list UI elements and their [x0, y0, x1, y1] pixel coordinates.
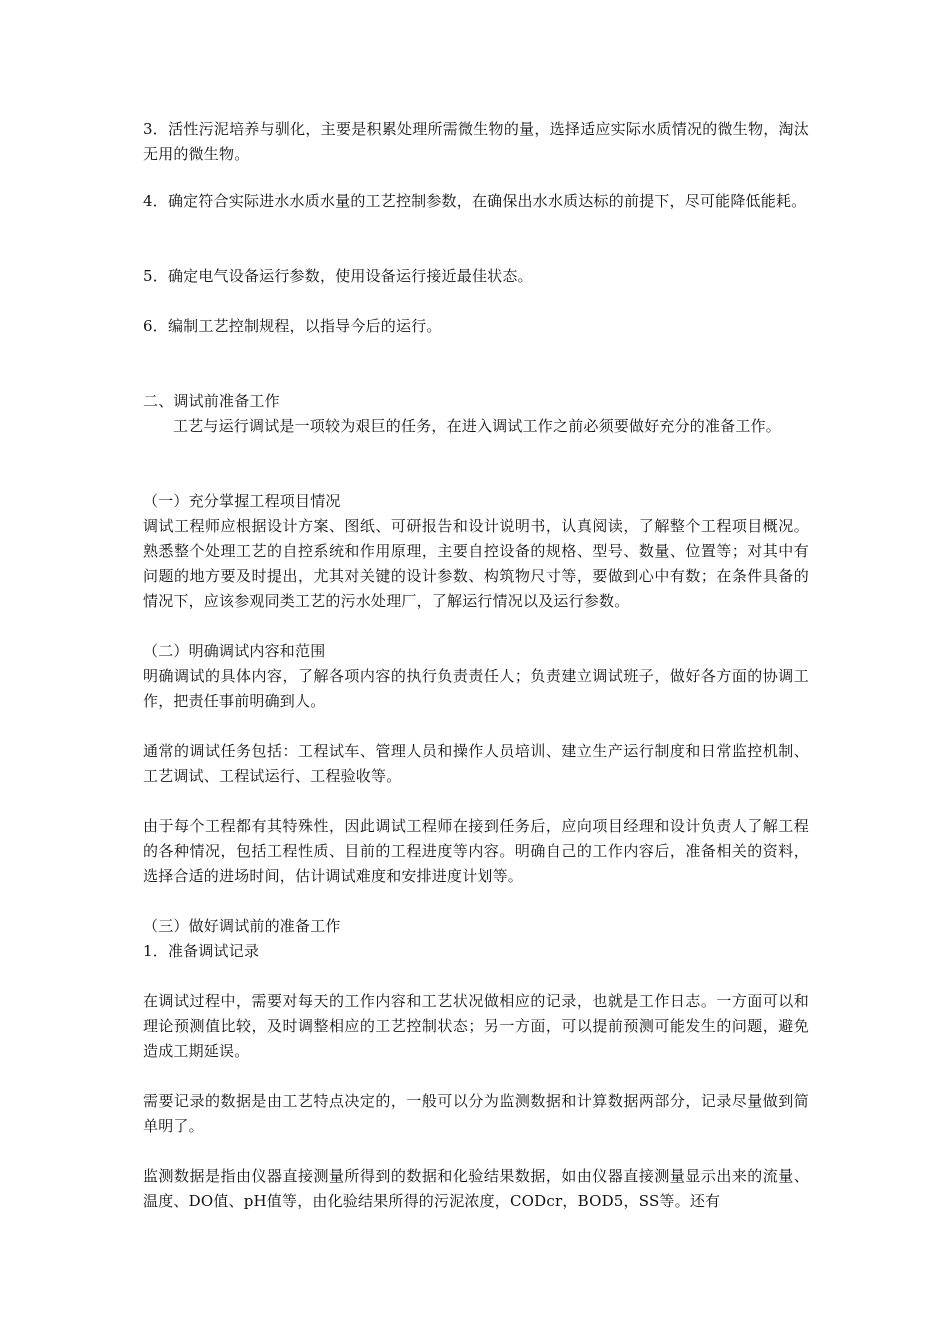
- subheading-1: （一）充分掌握工程项目情况: [143, 492, 341, 510]
- paragraph-project-particularity: 由于每个工程都有其特殊性，因此调试工程师在接到任务后，应向项目经理和设计负责人了解工程的各种情况，包括工程性质、目前的工程进度等内容。明确自己的工作内容后，准备相关的资料，选择合适的进场时间，估计调试难度和安排进度计划等。: [143, 817, 809, 885]
- paragraph-project-info: 调试工程师应根据设计方案、图纸、可研报告和设计说明书，认真阅读，了解整个工程项目概况。熟悉整个处理工艺的自控系统和作用原理，主要自控设备的规格、型号、数量、位置等；对其中有问题的地方要及时提出，尤其对关键的设计参数、构筑物尺寸等，要做到心中有数；在条件具备的情况下，应该参观同类工艺的污水处理厂，了解运行情况以及运行参数。: [143, 517, 809, 610]
- paragraph-scope: 明确调试的具体内容，了解各项内容的执行负责责任人；负责建立调试班子，做好各方面的协调工作，把责任事前明确到人。: [143, 667, 809, 710]
- subheading-3: （三）做好调试前的准备工作: [143, 917, 341, 935]
- paragraph-item-3: 3．活性污泥培养与驯化，主要是积累处理所需微生物的量，选择适应实际水质情况的微生物，淘汰无用的微生物。: [143, 120, 809, 163]
- paragraph-item-6: 6．编制工艺控制规程，以指导今后的运行。: [143, 317, 442, 335]
- paragraph-tasks: 通常的调试任务包括：工程试车、管理人员和操作人员培训、建立生产运行制度和日常监控机制、工艺调试、工程试运行、工程验收等。: [143, 742, 809, 785]
- paragraph-monitoring-data: 监测数据是指由仪器直接测量所得到的数据和化验结果数据，如由仪器直接测量显示出来的流量、温度、DO值、pH值等，由化验结果所得的污泥浓度，CODcr，BOD5，SS等。还有: [143, 1167, 809, 1210]
- paragraph-item-5: 5．确定电气设备运行参数，使用设备运行接近最佳状态。: [143, 267, 533, 285]
- paragraph-item-4: 4．确定符合实际进水水质水量的工艺控制参数，在确保出水水质达标的前提下，尽可能降低能耗。: [143, 192, 807, 210]
- paragraph-data-types: 需要记录的数据是由工艺特点决定的，一般可以分为监测数据和计算数据两部分，记录尽量做到简单明了。: [143, 1092, 809, 1135]
- section-heading-2: 二、调试前准备工作: [143, 392, 280, 410]
- section-intro: 工艺与运行调试是一项较为艰巨的任务，在进入调试工作之前必须要做好充分的准备工作。: [173, 417, 782, 435]
- list-item-1: 1．准备调试记录: [143, 942, 260, 960]
- subheading-2: （二）明确调试内容和范围: [143, 642, 326, 660]
- paragraph-records: 在调试过程中，需要对每天的工作内容和工艺状况做相应的记录，也就是工作日志。一方面可以和理论预测值比较，及时调整相应的工艺控制状态；另一方面，可以提前预测可能发生的问题，避免造成工期延误。: [143, 992, 809, 1060]
